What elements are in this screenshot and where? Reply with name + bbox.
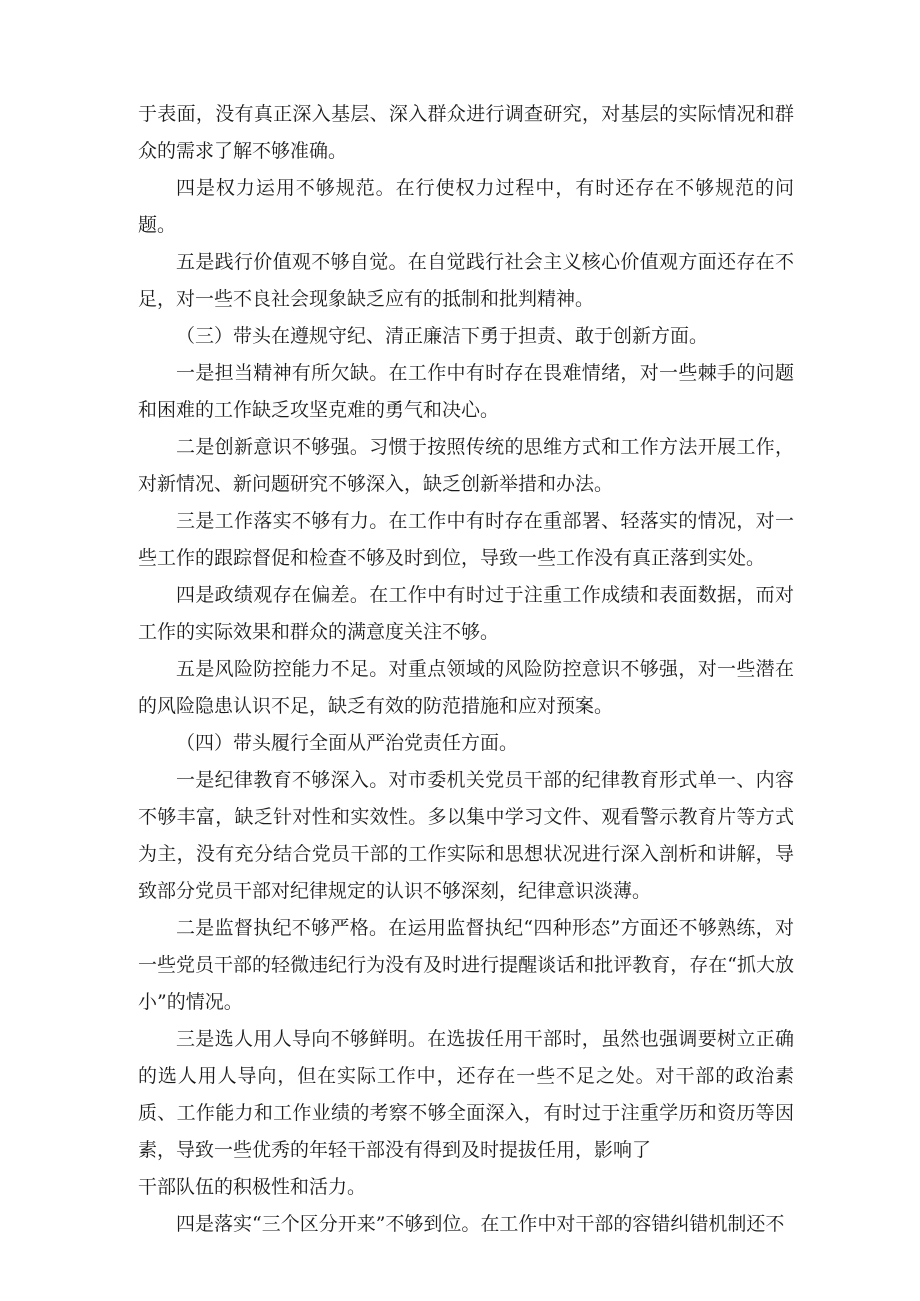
paragraph-13: 三是选人用人导向不够鲜明。在选拔任用干部时，虽然也强调要树立正确的选人用人导向，但在实际工作中，还存在一些不足之处。对干部的政治素质、工作能力和工作业绩的考察不够全面深入，有时过于注重学历和资历等因素，导致一些优秀的年轻干部没有得到及时提拔任用，影响了: [138, 1028, 794, 1161]
paragraph-1: 于表面，没有真正深入基层、深入群众进行调查研究，对基层的实际情况和群众的需求了解不够准确。: [138, 103, 794, 162]
paragraph-8: 四是政绩观存在偏差。在工作中有时过于注重工作成绩和表面数据，而对工作的实际效果和群众的满意度关注不够。: [138, 584, 794, 643]
paragraph-11: 一是纪律教育不够深入。对市委机关党员干部的纪律教育形式单一、内容不够丰富，缺乏针对性和实效性。多以集中学习文件、观看警示教育片等方式为主，没有充分结合党员干部的工作实际和思想状况进行深入剖析和讲解，导致部分党员干部对纪律规定的认识不够深刻，纪律意识淡薄。: [138, 769, 794, 902]
section-heading-3: （三）带头在遵规守纪、清正廉洁下勇于担责、敢于创新方面。: [176, 325, 709, 347]
paragraph-2: 四是权力运用不够规范。在行使权力过程中，有时还存在不够规范的问题。: [138, 177, 794, 236]
paragraph-5: 一是担当精神有所欠缺。在工作中有时存在畏难情绪，对一些棘手的问题和困难的工作缺乏攻坚克难的勇气和决心。: [138, 362, 794, 421]
paragraph-9: 五是风险防控能力不足。对重点领域的风险防控意识不够强，对一些潜在的风险隐患认识不足，缺乏有效的防范措施和应对预案。: [138, 658, 794, 717]
paragraph-6: 二是创新意识不够强。习惯于按照传统的思维方式和工作方法开展工作，对新情况、新问题研究不够深入，缺乏创新举措和办法。: [138, 436, 794, 495]
paragraph-15: 四是落实“三个区分开来”不够到位。在工作中对干部的容错纠错机制还不: [176, 1213, 785, 1235]
paragraph-3: 五是践行价值观不够自觉。在自觉践行社会主义核心价值观方面还存在不足，对一些不良社会现象缺乏应有的抵制和批判精神。: [138, 251, 794, 310]
paragraph-14: 干部队伍的积极性和活力。: [138, 1176, 367, 1198]
paragraph-7: 三是工作落实不够有力。在工作中有时存在重部署、轻落实的情况，对一些工作的跟踪督促和检查不够及时到位，导致一些工作没有真正落到实处。: [138, 510, 794, 569]
paragraph-12: 二是监督执纪不够严格。在运用监督执纪“四种形态”方面还不够熟练，对一些党员干部的轻微违纪行为没有及时进行提醒谈话和批评教育，存在“抓大放小”的情况。: [138, 917, 794, 1013]
section-heading-4: （四）带头履行全面从严治党责任方面。: [176, 732, 519, 754]
